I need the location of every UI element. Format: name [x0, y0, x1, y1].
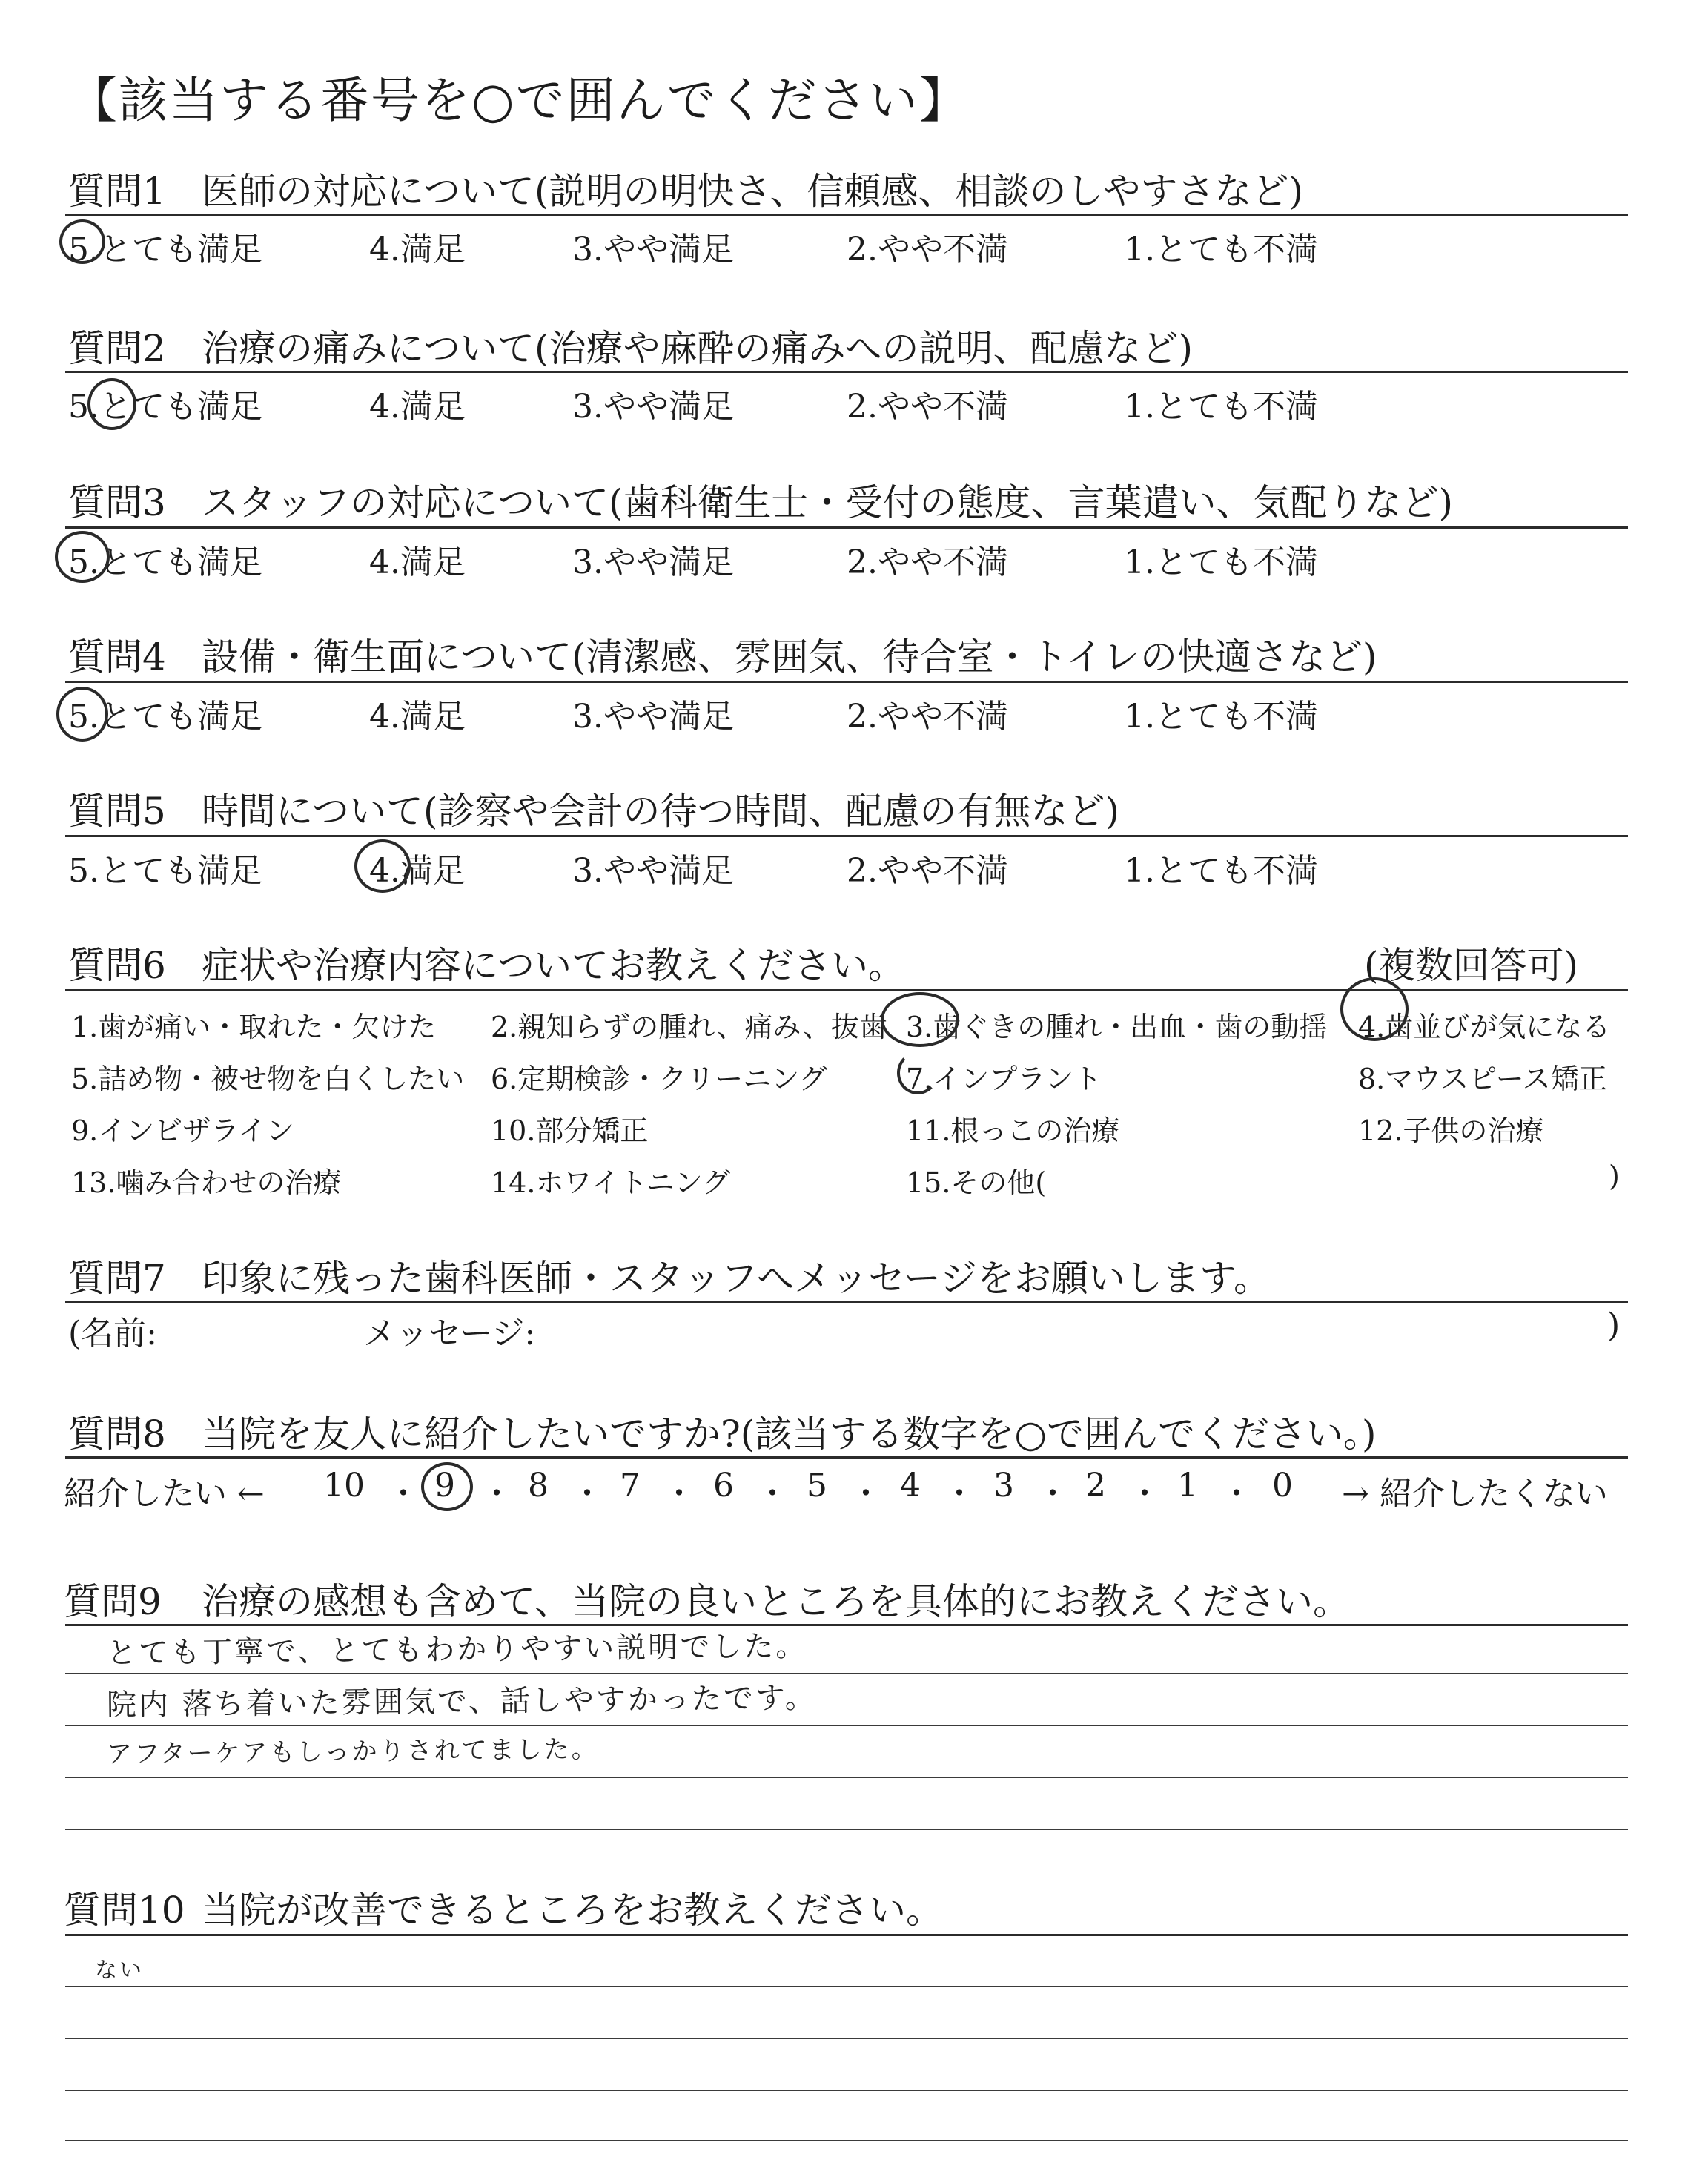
rating-option-1[interactable]: 1.とても不満 [1124, 388, 1318, 426]
scale-separator: ・ [1220, 1475, 1253, 1513]
symptom-option-14[interactable]: 14.ホワイトニング [491, 1166, 731, 1199]
multiple-answers-note: (複数回答可) [1364, 944, 1579, 987]
symptom-option-1[interactable]: 1.歯が痛い・取れた・欠けた [71, 1011, 437, 1043]
selection-circle-mark [55, 531, 110, 583]
rating-option-4[interactable]: 4.満足 [369, 852, 466, 890]
question-label: 質問10 [64, 1889, 185, 1932]
scale-option-9[interactable]: 9 [434, 1467, 455, 1505]
question-label: 質問7 [68, 1257, 166, 1300]
scale-option-10[interactable]: 10 [323, 1467, 365, 1505]
question-rule [65, 1934, 1628, 1936]
survey-heading: 【該当する番号を○で囲んでください】 [68, 72, 970, 129]
question-text: スタッフの対応について(歯科衛生士・受付の態度、言葉遣い、気配りなど) [202, 481, 1454, 524]
rating-option-5[interactable]: 5.とても満足 [68, 231, 262, 268]
selection-circle-mark [421, 1462, 473, 1511]
answer-line [65, 1777, 1628, 1778]
question-text: 医師の対応について(説明の明快さ、信頼感、相談のしやすさなど) [202, 170, 1304, 213]
scale-separator: ・ [943, 1475, 976, 1513]
selection-circle-mark [87, 378, 136, 430]
scale-option-0[interactable]: 0 [1272, 1467, 1293, 1505]
selection-circle-mark [354, 839, 411, 893]
question-rule [65, 371, 1628, 373]
answer-line [65, 1986, 1628, 1987]
handwritten-answer-line-2: 院内 落ち着いた雰囲気で、話しやすかったです。 [106, 1680, 817, 1723]
scale-separator: ・ [850, 1475, 882, 1513]
scale-separator: ・ [756, 1475, 789, 1513]
recommend-left-label: 紹介したい ← [64, 1475, 265, 1513]
symptom-option-12[interactable]: 12.子供の治療 [1358, 1114, 1544, 1147]
rating-option-4[interactable]: 4.満足 [369, 231, 466, 268]
symptom-option-3[interactable]: 3.歯ぐきの腫れ・出血・歯の動揺 [906, 1011, 1328, 1043]
symptom-option-11[interactable]: 11.根っこの治療 [906, 1114, 1120, 1147]
rating-option-3[interactable]: 3.やや満足 [572, 544, 734, 581]
question-text: 当院が改善できるところをお教えください。 [202, 1889, 943, 1932]
question-rule [65, 1624, 1628, 1626]
answer-line [65, 1673, 1628, 1674]
rating-option-1[interactable]: 1.とても不満 [1124, 231, 1318, 268]
question-text: 印象に残った歯科医師・スタッフへメッセージをお願いします。 [202, 1257, 1271, 1300]
rating-option-2[interactable]: 2.やや不満 [847, 388, 1008, 426]
selection-circle-mark [897, 1051, 939, 1094]
handwritten-answer-line-1: とても丁寧で、とてもわかりやすい説明でした。 [106, 1629, 808, 1671]
rating-option-2[interactable]: 2.やや不満 [847, 852, 1008, 890]
question-rule [65, 835, 1628, 837]
answer-line [65, 2038, 1628, 2039]
rating-option-3[interactable]: 3.やや満足 [572, 698, 734, 736]
rating-option-5[interactable]: 5.とても満足 [68, 388, 262, 426]
rating-option-5[interactable]: 5.とても満足 [68, 852, 262, 890]
question-label: 質問6 [68, 944, 166, 987]
question-rule [65, 214, 1628, 216]
rating-option-3[interactable]: 3.やや満足 [572, 388, 734, 426]
rating-option-2[interactable]: 2.やや不満 [847, 231, 1008, 268]
question-text: 当院を友人に紹介したいですか?(該当する数字を○で囲んでください。) [202, 1413, 1377, 1456]
question-rule [65, 1456, 1628, 1459]
question-rule [65, 1301, 1628, 1303]
scale-option-1[interactable]: 1 [1177, 1467, 1198, 1505]
scale-option-4[interactable]: 4 [900, 1467, 921, 1505]
selection-circle-mark [56, 687, 108, 742]
question-label: 質問1 [68, 170, 166, 213]
rating-option-1[interactable]: 1.とても不満 [1124, 852, 1318, 890]
handwritten-answer-line-1: ない [94, 1957, 145, 1984]
message-close-paren: ) [1607, 1307, 1621, 1344]
scale-separator: ・ [571, 1475, 603, 1513]
scale-option-7[interactable]: 7 [620, 1467, 640, 1505]
symptom-option-5[interactable]: 5.詰め物・被せ物を白くしたい [71, 1063, 465, 1095]
scale-option-2[interactable]: 2 [1085, 1467, 1106, 1505]
question-label: 質問5 [68, 790, 166, 833]
question-rule [65, 526, 1628, 529]
scale-option-6[interactable]: 6 [713, 1467, 734, 1505]
scale-option-8[interactable]: 8 [528, 1467, 549, 1505]
other-close-paren: ) [1609, 1160, 1620, 1192]
symptom-option-8[interactable]: 8.マウスピース矯正 [1358, 1063, 1607, 1095]
rating-option-3[interactable]: 3.やや満足 [572, 231, 734, 268]
symptom-option-13[interactable]: 13.噛み合わせの治療 [71, 1166, 342, 1199]
scale-separator: ・ [1036, 1475, 1069, 1513]
selection-circle-mark [59, 219, 105, 264]
answer-line [65, 2090, 1628, 2091]
scale-separator: ・ [663, 1475, 695, 1513]
symptom-option-15[interactable]: 15.その他( [906, 1166, 1047, 1199]
question-label: 質問3 [68, 481, 166, 524]
rating-option-1[interactable]: 1.とても不満 [1124, 544, 1318, 581]
question-label: 質問4 [68, 635, 166, 678]
selection-circle-mark [1340, 977, 1409, 1041]
question-label: 質問8 [68, 1413, 166, 1456]
rating-option-2[interactable]: 2.やや不満 [847, 698, 1008, 736]
question-text: 治療の感想も含めて、当院の良いところを具体的にお教えください。 [202, 1580, 1350, 1623]
question-text: 時間について(診察や会計の待つ時間、配慮の有無など) [202, 790, 1120, 833]
symptom-option-9[interactable]: 9.インビザライン [71, 1114, 295, 1147]
question-rule [65, 681, 1628, 683]
rating-option-2[interactable]: 2.やや不満 [847, 544, 1008, 581]
question-label: 質問2 [68, 327, 166, 370]
symptom-option-4[interactable]: 4.歯並びが気になる [1358, 1011, 1611, 1043]
answer-line [65, 1725, 1628, 1726]
scale-separator: ・ [480, 1475, 513, 1513]
name-field-label: (名前: [68, 1315, 157, 1353]
handwritten-answer-line-3: アフターケアもしっかりされてました。 [106, 1734, 599, 1769]
message-field-label: メッセージ: [363, 1315, 536, 1353]
rating-option-5[interactable]: 5.とても満足 [68, 698, 262, 736]
rating-option-1[interactable]: 1.とても不満 [1124, 698, 1318, 736]
symptom-option-7[interactable]: 7.インプラント [906, 1063, 1102, 1095]
symptom-option-10[interactable]: 10.部分矯正 [491, 1114, 649, 1147]
answer-line [65, 2140, 1628, 2141]
rating-option-4[interactable]: 4.満足 [369, 388, 466, 426]
rating-option-4[interactable]: 4.満足 [369, 698, 466, 736]
scale-option-5[interactable]: 5 [807, 1467, 827, 1505]
selection-circle-mark [881, 992, 959, 1047]
symptom-option-2[interactable]: 2.親知らずの腫れ、痛み、抜歯 [491, 1011, 887, 1043]
rating-option-5[interactable]: 5.とても満足 [68, 544, 262, 581]
question-text: 症状や治療内容についてお教えください。 [202, 944, 905, 987]
question-label: 質問9 [64, 1580, 162, 1623]
question-text: 設備・衛生面について(清潔感、雰囲気、待合室・トイレの快適さなど) [202, 635, 1377, 678]
rating-option-3[interactable]: 3.やや満足 [572, 852, 734, 890]
rating-option-4[interactable]: 4.満足 [369, 544, 466, 581]
scale-option-3[interactable]: 3 [993, 1467, 1014, 1505]
scale-separator: ・ [1128, 1475, 1161, 1513]
recommend-right-label: → 紹介したくない [1342, 1475, 1608, 1513]
answer-line [65, 1829, 1628, 1830]
question-text: 治療の痛みについて(治療や麻酔の痛みへの説明、配慮など) [202, 327, 1194, 370]
scale-separator: ・ [387, 1475, 420, 1513]
symptom-option-6[interactable]: 6.定期検診・クリーニング [491, 1063, 827, 1095]
